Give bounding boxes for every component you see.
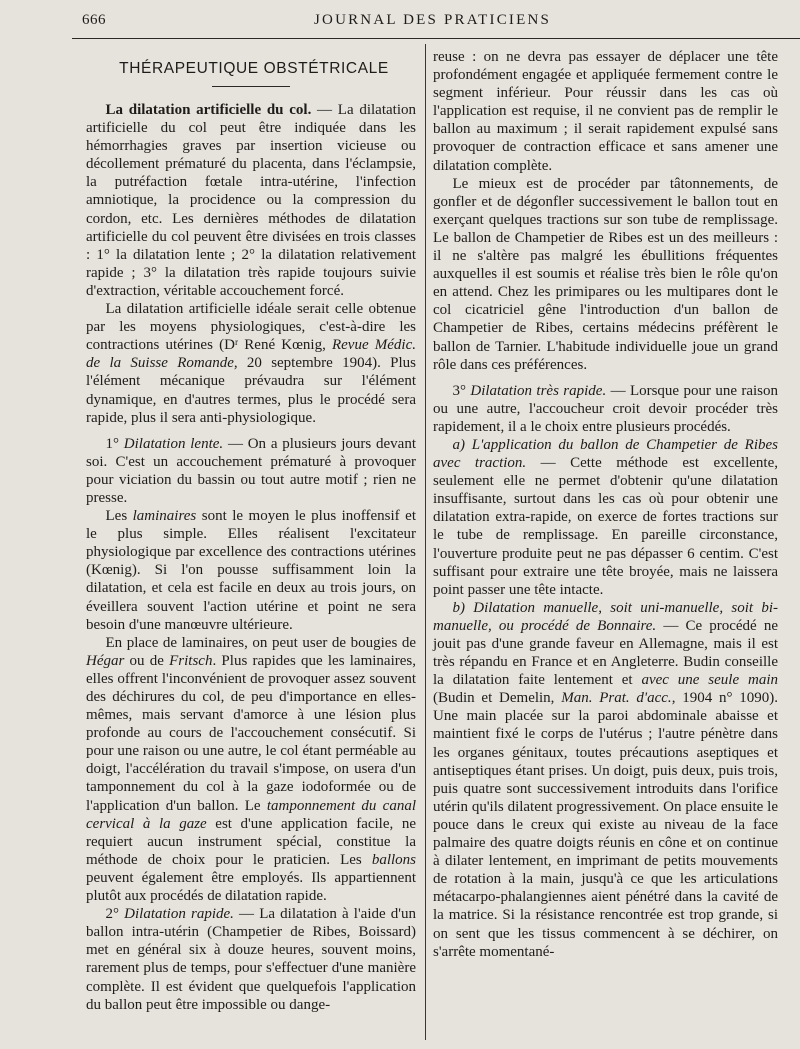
manual-text-a: — Ce procédé ne jouit pas d'une grande faveur en Allemagne, mais il est très répandu en France et en Angleterre. Budin conseille la dilatation faite lentement et bbox=[433, 617, 778, 689]
paragraph-rapid-dilatation bbox=[86, 905, 416, 1014]
ballon-traction-heading: a) L'application du ballon de Champetier de Ribes avec traction. bbox=[433, 436, 778, 472]
journal-reference: Revue Médic. de la Suisse Romande bbox=[86, 337, 416, 372]
slow-text: — On a plusieurs jours devant soi. C'est un accouchement prématuré à provoquer pour viciation du bassin ou tout autre motif ; rien ne presse. bbox=[86, 435, 417, 506]
laminaires-text-b: sont le moyen le plus inoffensif et le plus simple. Elles réalisent l'excitateur physiologique par excellence des contractions utérines (Kœnig). Si l'on pousse suffisamment loin la dilatation, et cela est facile en deux au trois jours, on éveillera souvent l'action utérine et point ne sera besoin d'une manœuvre ultérieure. bbox=[86, 508, 416, 633]
page-number: 666 bbox=[82, 12, 106, 28]
paragraph-slow-dilatation bbox=[86, 435, 416, 507]
bougies-text-c: est d'une application facile, ne requiert aucun instrument spécial, constitue la méthode de choix pour le praticien. Les bbox=[86, 815, 416, 868]
manual-text-c: , 1904 n° 1090). Une main placée sur la paroi abdominale abaisse et maintient fixé le corps de l'utérus ; l'autre pénètre dans les organes génitaux, toutes précautions aseptiques et antiseptiques étant prises. Un doigt, puis deux, puis trois, puis quatre sont successivement introduits dans l'orifice utérin qu'ils dilatent progressivement. On place ensuite le pouce dans le creux qui existe au niveau de la face palmaire des quatre doigts réunis en cône et on continue à dilater lentement, en imprimant de petits mouvements de rotation à la main, jusqu'à ce que les articulations métacarpo-phalangiennes aient pénétré dans la cavité de la matrice. Si la résistance rencontrée est trop grande, si on sent que les tissus commencent à se déchirer, on s'arrête momentané- bbox=[433, 690, 778, 960]
slow-heading: Dilatation lente. bbox=[123, 435, 224, 452]
paragraph-tatonnements: Le mieux est de procéder par tâtonnements, de gonfler et de dégonfler successivement le ballon tout en exerçant quelques tractions sur son tube de remplissage. Le ballon de Champetier de Ribes est un des meilleurs : il ne s'altère pas malgré les ébullitions fréquentes auxquelles il est soumis et réalise très bien le rôle qu'on en attend. Chez les primipares ou les multipares dont le col cicatriciel gêne l'introduction d'un ballon de Champetier de Ribes, certains médecins préfèrent le ballon de Tarnier. L'habitude individuelle joue un grand rôle dans ces préférences. bbox=[433, 175, 778, 373]
fritsch-term: Fritsch bbox=[169, 652, 213, 669]
one-hand-term: avec une seule main bbox=[641, 672, 778, 689]
rapid-text: — La dilatation à l'aide d'un ballon intra-utérin (Champetier de Ribes, Boissard) met en général six à douze heures, souvent moins, rarement plus de temps, pour s'effectuer d'une manière complète. Il est évident que quelquefois l'application du ballon peut être impossible ou dange- bbox=[86, 906, 417, 1013]
laminaires-term: laminaires bbox=[132, 508, 197, 525]
bougies-text-a: En place de laminaires, on peut user de bougies de bbox=[105, 634, 416, 651]
manual-heading: b) Dilatation manuelle, soit uni-manuelle, soit bi-manuelle, ou procédé de Bonnaire. bbox=[433, 599, 778, 634]
very-rapid-heading: Dilatation très rapide. bbox=[470, 382, 607, 399]
manual-text-b: (Budin et Demelin, bbox=[433, 690, 562, 707]
header-rule bbox=[72, 38, 800, 39]
manual-reference: Man. Prat. d'acc. bbox=[561, 690, 672, 707]
paragraph-laminaires bbox=[86, 507, 416, 634]
column-divider bbox=[425, 44, 426, 1040]
ballons-term: ballons bbox=[371, 851, 416, 868]
ideal-text-b: , 20 septembre 1904). Plus l'élément mécanique prévaudra sur l'élément dynamique, en d'autres termes, plus le procédé sera rapide, plus il sera anti-physiologique. bbox=[86, 355, 417, 426]
paragraph-very-rapid bbox=[433, 382, 778, 436]
paragraph-ballon-traction bbox=[433, 436, 778, 599]
slow-number: 1° bbox=[105, 435, 124, 452]
right-column bbox=[433, 48, 778, 961]
section-title: THÉRAPEUTIQUE OBSTÉTRICALE bbox=[119, 60, 389, 77]
rapid-heading: Dilatation rapide. bbox=[124, 906, 234, 923]
journal-title: JOURNAL DES PRATICIENS bbox=[314, 12, 552, 28]
paragraph-manual-dilatation bbox=[433, 599, 778, 961]
laminaires-text-a: Les bbox=[105, 508, 133, 525]
intro-text: — La dilatation artificielle du col peut être indiquée dans les hémorrhagies graves par insertion vicieuse ou décollement prématuré du placenta, dans l'éclampsie, la putréfaction fœtale intra-utérine, l'infection amniotique, la procidence ou la compression du cordon, etc. Les dernières méthodes de dilatation artificielle du col peuvent être divisées en trois classes : 1° la dilatation lente ; 2° la dilatation relativement rapide ; 3° la dilatation très rapide toujours suivie d'extraction, véritable accouchement forcé. bbox=[86, 102, 416, 299]
running-head bbox=[0, 10, 800, 34]
bougies-ou: ou de bbox=[124, 652, 170, 669]
intro-heading: La dilatation artificielle du col. bbox=[105, 102, 312, 118]
rapid-number: 2° bbox=[105, 906, 125, 923]
paragraph-bougies bbox=[86, 634, 416, 905]
bougies-text-d: peuvent également être employés. Ils appartiennent plutôt aux procédés de dilatation rapide. bbox=[86, 869, 416, 905]
tamponnement-term: tamponnement du canal cervical à la gaze bbox=[86, 797, 417, 832]
ideal-text-a: La dilatation artificielle idéale serait celle obtenue par les moyens physiologiques, c'est-à-dire les contractions utérines (Dʳ René Kœnig, bbox=[86, 301, 416, 354]
bougies-text-b: . Plus rapides que les laminaires, elles offrent l'inconvénient de provoquer assez souvent des déchirures du col, de peu d'importance en elles-mêmes, mais servant d'amorce à une lésion plus profonde au cours de l'accouchement consécutif. Si pour une raison ou une autre, le col étant perméable au doigt, l'accélération du travail s'impose, on usera d'un tamponnement du col à la gaze iodoformée ou de l'application d'un ballon. Le bbox=[86, 652, 416, 814]
paragraph-ideal-dilatation bbox=[86, 300, 416, 427]
ballon-traction-text: — Cette méthode est excellente, seulement elle ne permet d'obtenir qu'une dilatation insuffisante, surtout dans les cas où pour obtenir une dilatation extra-rapide, on exerce de fortes tractions sur le tube de remplissage. En pareille circonstance, l'ouverture produite peut ne pas dépasser 6 centim. C'est suffisant pour extraire une tête broyée, mais ne laissera point passer une tête intacte. bbox=[433, 455, 778, 598]
left-column bbox=[86, 48, 416, 1014]
paragraph-intro bbox=[86, 101, 416, 300]
hegar-term: Hégar bbox=[86, 652, 125, 669]
very-rapid-number: 3° bbox=[452, 382, 471, 399]
very-rapid-text: — Lorsque pour une raison ou une autre, l'accoucheur croit devoir procéder très rapidement, il a le choix entre plusieurs procédés. bbox=[433, 382, 779, 435]
paragraph-continuation: reuse : on ne devra pas essayer de déplacer une tête profondément engagée et appliquée fermement contre le segment inférieur. Pour réussir dans les cas où l'application est requise, il ne convient pas de remplir le ballon au maximum ; il serait rapidement expulsé sans provoquer de contraction efficace et sans amener une dilatation complète. bbox=[433, 49, 778, 174]
